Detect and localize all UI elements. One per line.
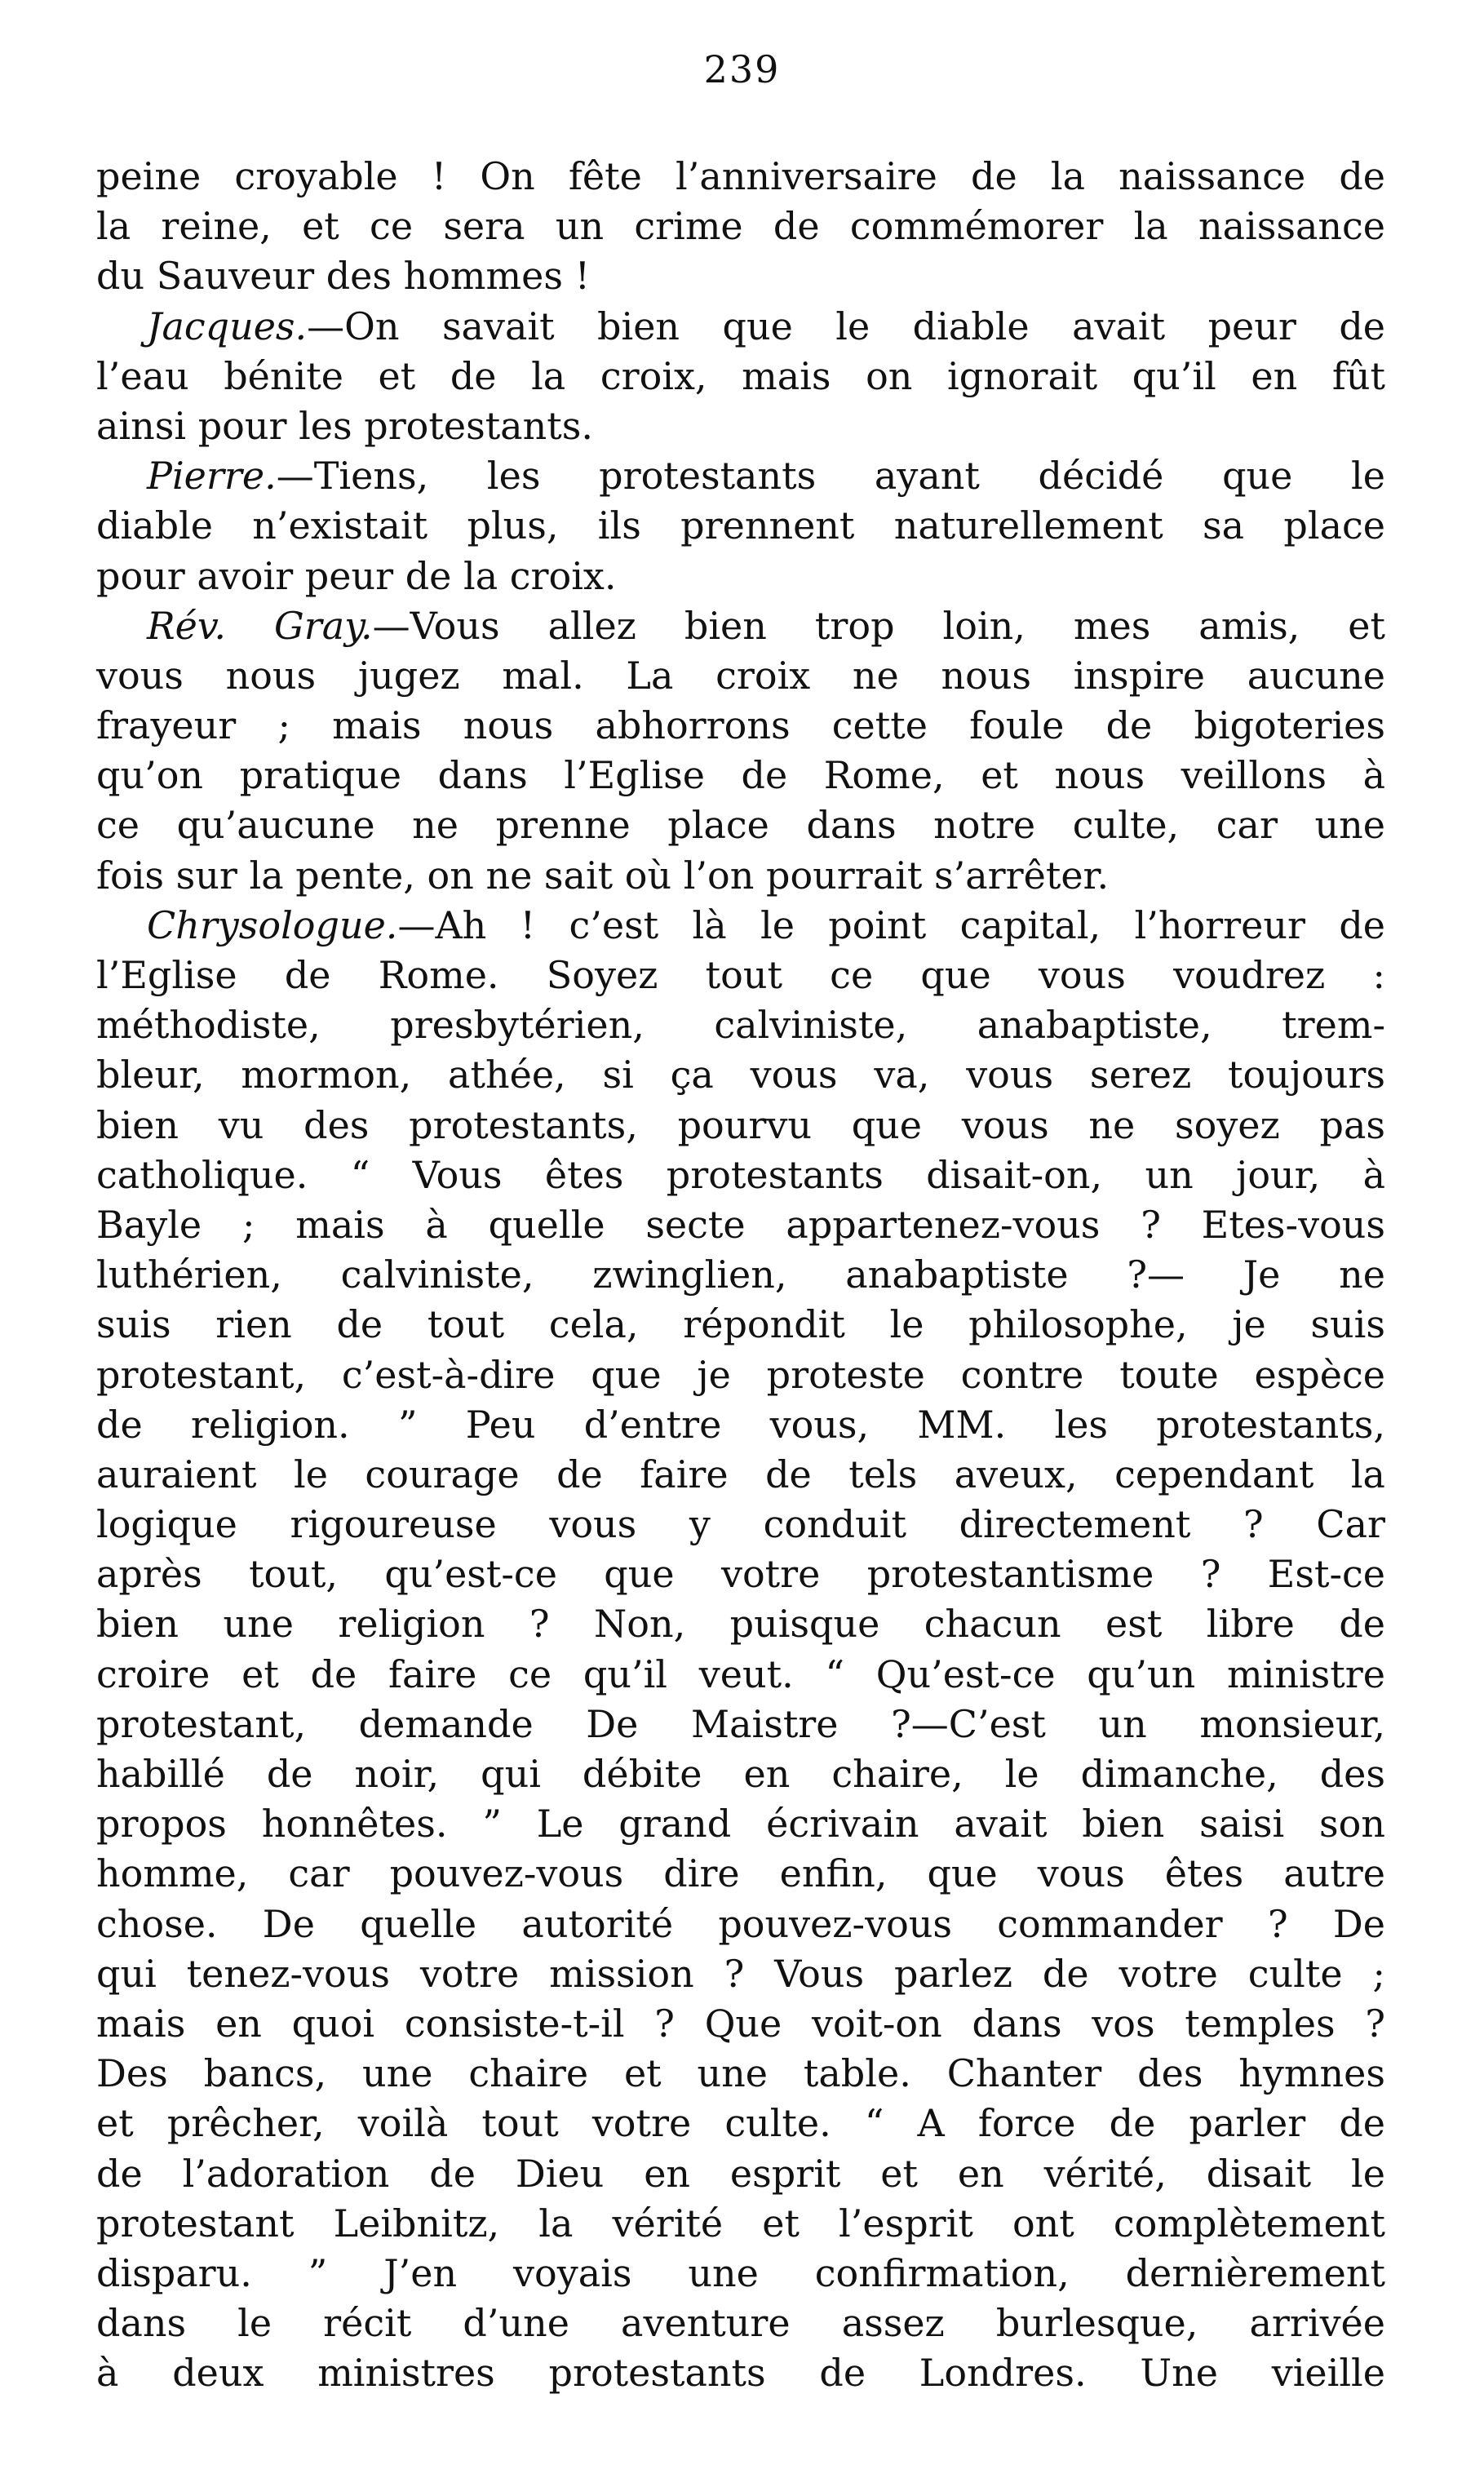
line-text: bleur, mormon, athée, si ça vous va, vous serez toujours xyxy=(96,1053,1385,1097)
text-line xyxy=(96,1799,1385,1849)
text-line xyxy=(96,1400,1385,1450)
line-text: bien vu des protestants, pourvu que vous ne soyez pas xyxy=(96,1102,1385,1147)
line-text: diable n’existait plus, ils prennent naturellement sa place xyxy=(96,503,1385,548)
text-line xyxy=(96,2299,1385,2348)
line-text: luthérien, calviniste, zwinglien, anabaptiste ?— Je ne xyxy=(96,1252,1385,1297)
line-text: protestant, demande De Maistre ?—C’est un monsieur, xyxy=(96,1701,1385,1746)
text-line xyxy=(96,352,1385,401)
text-line xyxy=(96,302,1385,352)
text-line xyxy=(96,901,1385,951)
line-text: —On savait bien que le diable avait peur de xyxy=(307,304,1385,348)
text-line xyxy=(96,1599,1385,1649)
text-line xyxy=(96,251,1385,301)
line-text: suis rien de tout cela, répondit le philosophe, je suis xyxy=(96,1302,1385,1347)
line-text: croire et de faire ce qu’il veut. “ Qu’est-ce qu’un ministre xyxy=(96,1651,1385,1696)
text-line xyxy=(96,751,1385,800)
line-text: vous nous jugez mal. La croix ne nous inspire aucune xyxy=(96,653,1385,698)
text-line xyxy=(96,1749,1385,1799)
text-line xyxy=(96,1200,1385,1250)
line-text: mais en quoi consiste-t-il ? Que voit-on dans vos temples ? xyxy=(96,2001,1385,2046)
line-text: disparu. ” J’en voyais une confirmation, dernièrement xyxy=(96,2250,1385,2295)
speaker-name: Rév. Gray. xyxy=(147,603,373,648)
line-text: de religion. ” Peu d’entre vous, MM. les protestants, xyxy=(96,1402,1385,1447)
text-line xyxy=(96,601,1385,651)
line-text: pour avoir peur de la croix. xyxy=(96,553,617,598)
line-text: frayeur ; mais nous abhorrons cette foule de bigoteries xyxy=(96,703,1385,748)
text-line xyxy=(96,1900,1385,1949)
line-text: méthodiste, presbytérien, calviniste, anabaptiste, trem- xyxy=(96,1003,1385,1048)
text-line xyxy=(96,1300,1385,1350)
text-line xyxy=(96,851,1385,901)
line-text: —Vous allez bien trop loin, mes amis, et xyxy=(372,603,1385,648)
text-line xyxy=(96,2249,1385,2299)
line-text: la reine, et ce sera un crime de commémorer la naissance xyxy=(96,204,1385,249)
text-line xyxy=(96,152,1385,202)
text-line xyxy=(96,2199,1385,2249)
text-line xyxy=(96,1650,1385,1700)
line-text: chose. De quelle autorité pouvez-vous commander ? De xyxy=(96,1901,1385,1946)
text-line xyxy=(96,1949,1385,1999)
line-text: propos honnêtes. ” Le grand écrivain avait bien saisi son xyxy=(96,1802,1385,1846)
text-line xyxy=(96,651,1385,701)
text-line xyxy=(96,1350,1385,1400)
speaker-name: Jacques. xyxy=(147,304,308,348)
body-text xyxy=(96,152,1385,2398)
text-line xyxy=(96,1250,1385,1300)
line-text: homme, car pouvez-vous dire enfin, que vous êtes autre xyxy=(96,1851,1385,1896)
text-line xyxy=(96,951,1385,1000)
text-line xyxy=(96,1700,1385,1749)
line-text: qui tenez-vous votre mission ? Vous parlez de votre culte ; xyxy=(96,1951,1385,1996)
line-text: habillé de noir, qui débite en chaire, le dimanche, des xyxy=(96,1752,1385,1796)
text-line xyxy=(96,1450,1385,1500)
speaker-name: Pierre. xyxy=(147,454,277,499)
line-text: protestant Leibnitz, la vérité et l’esprit ont complètement xyxy=(96,2201,1385,2245)
line-text: ainsi pour les protestants. xyxy=(96,403,593,448)
line-text: protestant, c’est-à-dire que je proteste contre toute espèce xyxy=(96,1352,1385,1397)
line-text: du Sauveur des hommes ! xyxy=(96,254,591,299)
speaker-name: Chrysologue. xyxy=(147,902,398,947)
text-line xyxy=(96,451,1385,501)
text-line xyxy=(96,552,1385,601)
text-line xyxy=(96,401,1385,451)
line-text: auraient le courage de faire de tels aveux, cependant la xyxy=(96,1452,1385,1496)
text-line xyxy=(96,1549,1385,1599)
text-line xyxy=(96,701,1385,751)
text-line xyxy=(96,202,1385,251)
line-text: et prêcher, voilà tout votre culte. “ A force de parler de xyxy=(96,2101,1385,2146)
text-line xyxy=(96,2049,1385,2099)
line-text: fois sur la pente, on ne sait où l’on pourrait s’arrêter. xyxy=(96,853,1110,898)
line-text: Des bancs, une chaire et une table. Chanter des hymnes xyxy=(96,2051,1385,2096)
text-line xyxy=(96,501,1385,551)
text-line xyxy=(96,800,1385,850)
line-text: dans le récit d’une aventure assez burlesque, arrivée xyxy=(96,2301,1385,2346)
text-line xyxy=(96,1150,1385,1200)
text-line xyxy=(96,1999,1385,2049)
line-text: —Ah ! c’est là le point capital, l’horreur de xyxy=(397,902,1385,947)
line-text: catholique. “ Vous êtes protestants disait-on, un jour, à xyxy=(96,1152,1385,1197)
line-text: l’Eglise de Rome. Soyez tout ce que vous voudrez : xyxy=(96,953,1385,997)
line-text: à deux ministres protestants de Londres. Une vieille xyxy=(96,2351,1385,2396)
line-text: —Tiens, les protestants ayant décidé que le xyxy=(276,454,1385,499)
line-text: bien une religion ? Non, puisque chacun est libre de xyxy=(96,1602,1385,1647)
page-number: 239 xyxy=(703,47,781,91)
text-line xyxy=(96,1000,1385,1050)
text-line xyxy=(96,1101,1385,1150)
line-text: l’eau bénite et de la croix, mais on ignorait qu’il en fût xyxy=(96,353,1385,398)
text-line xyxy=(96,1050,1385,1100)
line-text: qu’on pratique dans l’Eglise de Rome, et nous veillons à xyxy=(96,753,1385,798)
text-line xyxy=(96,2348,1385,2398)
line-text: peine croyable ! On fête l’anniversaire de la naissance de xyxy=(96,154,1385,198)
text-line xyxy=(96,2149,1385,2199)
line-text: de l’adoration de Dieu en esprit et en vérité, disait le xyxy=(96,2151,1385,2196)
line-text: après tout, qu’est-ce que votre protestantisme ? Est-ce xyxy=(96,1552,1385,1597)
text-line xyxy=(96,1500,1385,1549)
text-line xyxy=(96,2099,1385,2148)
line-text: ce qu’aucune ne prenne place dans notre culte, car une xyxy=(96,803,1385,848)
line-text: logique rigoureuse vous y conduit directement ? Car xyxy=(96,1502,1385,1547)
text-line xyxy=(96,1849,1385,1899)
line-text: Bayle ; mais à quelle secte appartenez-vous ? Etes-vous xyxy=(96,1202,1385,1247)
